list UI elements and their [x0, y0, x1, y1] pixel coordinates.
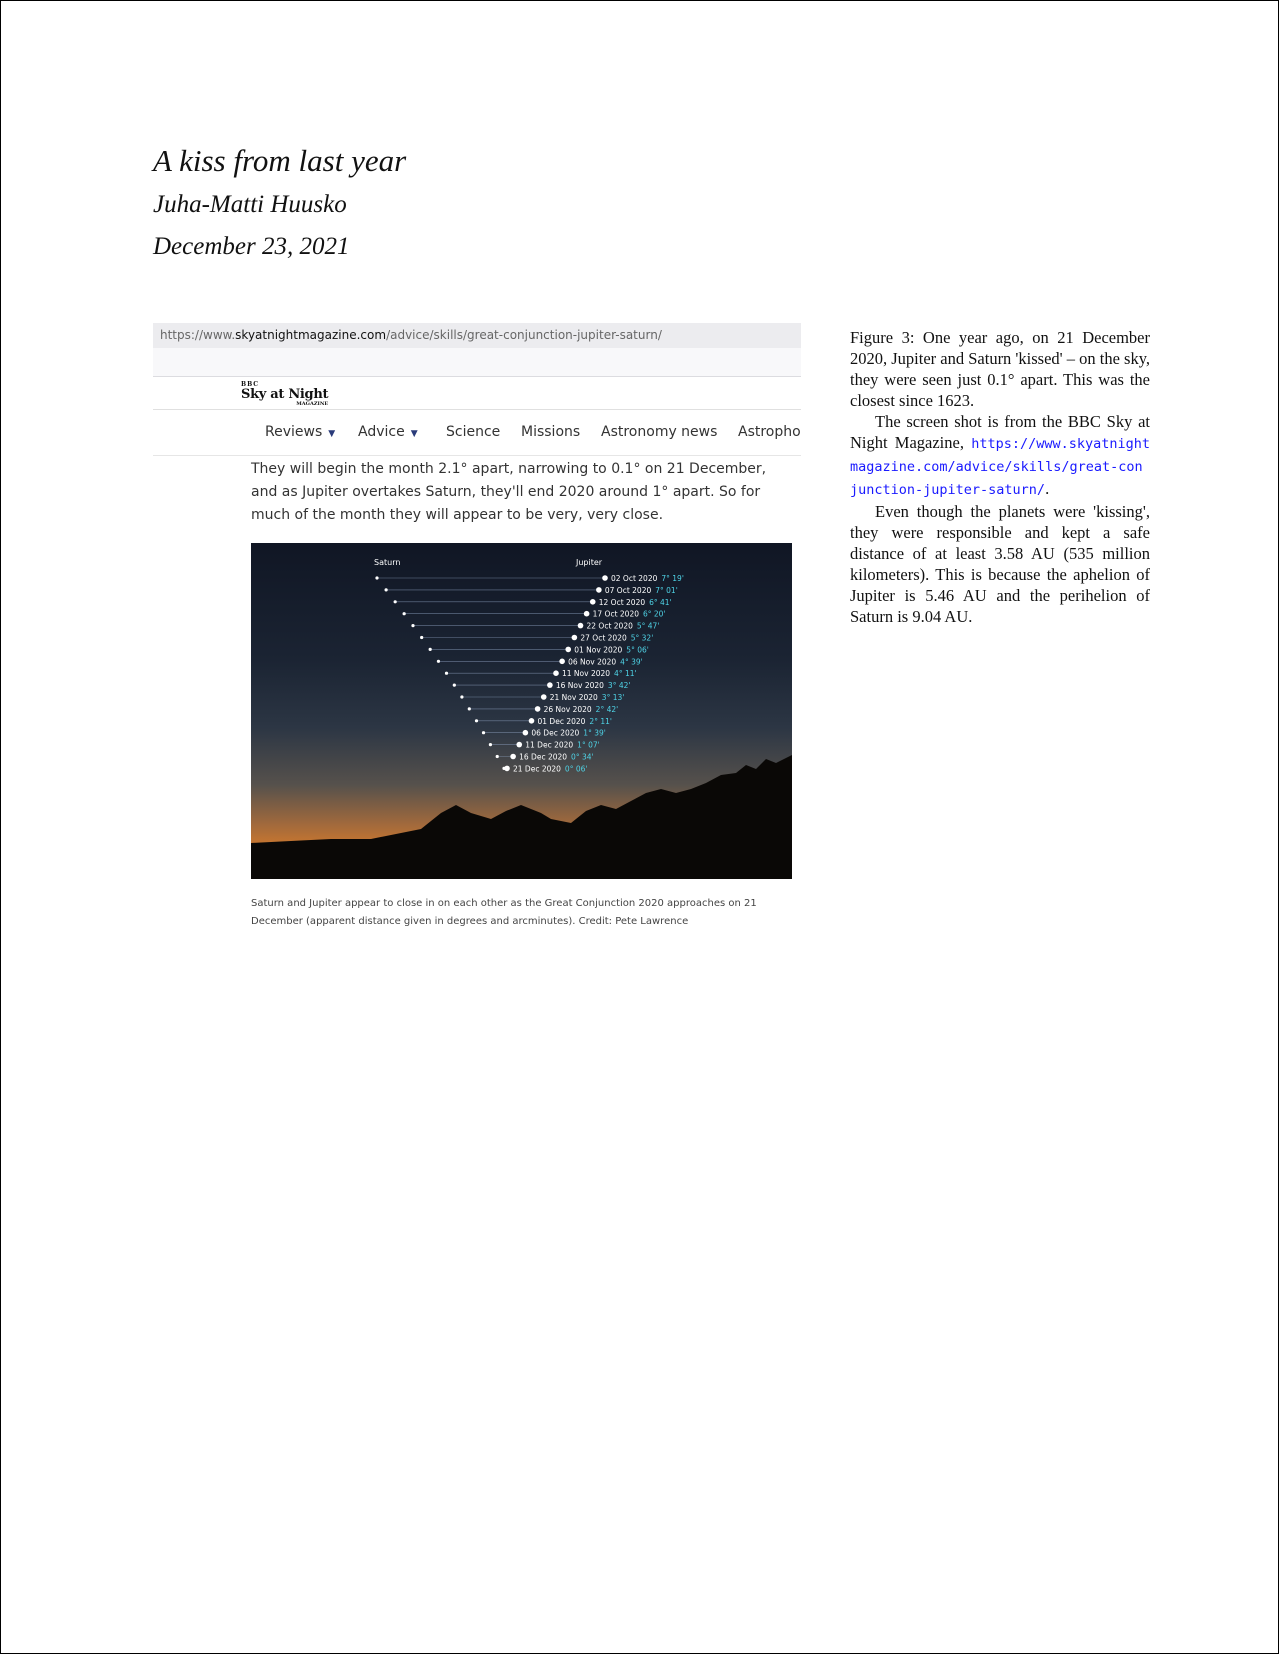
nav-item-label: Astronomy news	[601, 424, 718, 440]
saturn-point	[385, 588, 388, 591]
nav-item-label: Astropho	[738, 424, 801, 440]
entry-separation: 6° 41'	[649, 597, 672, 607]
label-saturn: Saturn	[374, 558, 401, 567]
entry-date: 12 Oct 2020	[598, 597, 646, 607]
jupiter-point	[504, 766, 510, 772]
nav-item-astronomy-news[interactable]	[601, 424, 717, 440]
saturn-point	[437, 660, 440, 663]
entry-label	[544, 705, 619, 714]
entry-separation: 7° 01'	[655, 585, 678, 595]
entry-separation: 1° 39'	[583, 728, 606, 738]
browser-toolbar	[153, 348, 801, 377]
jupiter-point	[596, 587, 602, 593]
logo-bbc: BBC	[241, 381, 260, 388]
entry-date: 02 Oct 2020	[611, 574, 658, 583]
saturn-point	[496, 755, 499, 758]
entry-date: 11 Dec 2020	[525, 740, 574, 750]
saturn-point	[411, 624, 414, 627]
entry-separation: 0° 06'	[564, 764, 588, 774]
entry-date: 11 Nov 2020	[562, 669, 611, 679]
logo-name: Sky at Night	[241, 387, 329, 402]
website-screenshot	[153, 323, 801, 933]
saturn-point	[394, 600, 397, 603]
site-nav	[153, 410, 801, 456]
entry-label	[587, 622, 660, 631]
saturn-point	[468, 707, 471, 710]
figure-caption: Figure 3: One year ago, on 21 December 2020, Jupiter and Saturn 'kissed' – on the sky, they were seen just 0.1° apart. This was the closest since 1623.	[850, 328, 1151, 410]
image-caption: Saturn and Jupiter appear to close in on each other as the Great Conjunction 2020 approaches on 21 December (apparent distance given in degrees and arcminutes). Credit: Pete Lawrence	[251, 898, 757, 927]
jupiter-point	[523, 730, 529, 736]
nav-item-reviews[interactable]	[265, 424, 335, 440]
entry-label	[593, 610, 666, 619]
entry-separation: 0° 34'	[571, 752, 594, 762]
entry-label	[519, 753, 593, 762]
entry-label	[550, 693, 625, 702]
jupiter-point	[541, 694, 547, 700]
url-domain: skyatnightmagazine.com	[235, 328, 387, 342]
entry-label	[538, 717, 612, 726]
jupiter-point	[565, 647, 571, 653]
jupiter-point	[535, 706, 541, 712]
site-header	[153, 377, 801, 410]
treeline-silhouette	[251, 752, 792, 879]
site-logo	[241, 381, 328, 407]
entry-separation: 6° 20'	[643, 609, 666, 619]
entry-separation: 1° 07'	[577, 740, 600, 750]
entry-label	[574, 645, 649, 654]
entry-separation: 4° 11'	[614, 669, 637, 679]
jupiter-point	[529, 718, 535, 724]
entry-label	[568, 657, 643, 666]
entry-separation: 5° 06'	[626, 645, 649, 655]
saturn-point	[429, 648, 432, 651]
entry-date: 01 Dec 2020	[537, 716, 586, 726]
jupiter-point	[572, 635, 578, 641]
jupiter-point	[602, 575, 608, 581]
source-link[interactable]: https://www.skyatnightmagazine.com/advice/skills/great-conjunction-jupiter-saturn/	[850, 436, 1151, 498]
entry-separation: 7° 19'	[661, 574, 684, 583]
entry-label	[611, 574, 684, 583]
nav-item-label: Advice	[358, 424, 405, 440]
jupiter-point	[578, 623, 584, 629]
article-paragraph: They will begin the month 2.1° apart, narrowing to 0.1° on 21 December, and as Jupiter overtakes Saturn, they'll end 2020 around 1° apart. So for much of the month they will appear to be very, very close.	[251, 461, 767, 523]
entry-date: 06 Dec 2020	[531, 728, 580, 738]
conjunction-image	[251, 543, 792, 879]
entry-label	[562, 669, 637, 678]
saturn-point	[453, 684, 456, 687]
source-period: .	[1045, 479, 1050, 498]
title-block	[153, 141, 406, 267]
entry-date: 16 Nov 2020	[555, 681, 604, 691]
nav-item-label: Reviews	[265, 424, 323, 440]
entry-date: 06 Nov 2020	[568, 657, 617, 667]
entry-separation: 2° 11'	[589, 716, 612, 726]
conjunction-illustration	[251, 543, 792, 879]
entry-date: 17 Oct 2020	[592, 609, 639, 619]
document-title: A kiss from last year	[153, 143, 407, 178]
document-author: Juha-Matti Huusko	[153, 191, 347, 218]
side-notes	[850, 327, 1150, 627]
nav-item-label: Science	[446, 424, 501, 440]
saturn-point	[460, 695, 463, 698]
entry-label	[513, 764, 587, 773]
chevron-down-icon: ▼	[328, 429, 336, 439]
saturn-point	[420, 636, 423, 639]
entry-label	[599, 598, 672, 607]
distance-paragraph: Even though the planets were 'kissing', they were responsible and kept a safe distance of at least 3.58 AU (535 million kilometers). This is because the aphelion of Jupiter is 5.46 AU and the perihelion of Saturn is 9.04 AU.	[850, 502, 1150, 626]
entry-label	[580, 634, 653, 643]
entry-date: 27 Oct 2020	[580, 633, 627, 643]
entry-separation: 3° 42'	[607, 681, 631, 691]
entry-separation: 4° 39'	[620, 657, 643, 667]
chevron-down-icon: ▼	[410, 429, 418, 439]
nav-item-missions[interactable]	[521, 424, 580, 440]
entry-separation: 5° 47'	[636, 621, 660, 631]
jupiter-point	[547, 682, 553, 688]
nav-item-label: Missions	[521, 424, 581, 440]
jupiter-point	[584, 611, 590, 617]
jupiter-point	[553, 670, 559, 676]
saturn-point	[489, 743, 492, 746]
saturn-point	[375, 576, 378, 579]
entry-date: 16 Dec 2020	[519, 752, 568, 762]
logo-magazine: MAGAZINE	[296, 401, 329, 407]
document-date: December 23, 2021	[153, 233, 350, 260]
jupiter-point	[510, 754, 516, 760]
address-url	[160, 328, 662, 342]
saturn-point	[403, 612, 406, 615]
address-bar	[153, 323, 801, 348]
entry-label	[525, 741, 599, 750]
saturn-point	[445, 672, 448, 675]
entry-separation: 3° 13'	[601, 693, 625, 702]
entry-date: 21 Nov 2020	[549, 693, 598, 702]
entry-date: 22 Oct 2020	[586, 621, 633, 631]
saturn-point	[475, 719, 478, 722]
entry-date: 26 Nov 2020	[543, 704, 592, 714]
nav-item-astropho[interactable]	[738, 424, 801, 440]
jupiter-point	[590, 599, 596, 605]
entry-date: 07 Oct 2020	[604, 585, 652, 595]
source-paragraph	[850, 411, 1150, 501]
entry-separation: 5° 32'	[630, 633, 654, 643]
nav-item-science[interactable]	[446, 424, 500, 440]
saturn-point	[482, 731, 485, 734]
nav-item-advice[interactable]	[358, 424, 418, 440]
jupiter-point	[559, 659, 565, 665]
entry-label	[556, 681, 631, 690]
label-jupiter: Jupiter	[576, 558, 603, 567]
source-text: The screen shot is from the BBC Sky at Night Magazine,	[850, 412, 1150, 452]
url-prefix: https://www.	[160, 328, 236, 342]
entry-date: 01 Nov 2020	[574, 645, 623, 655]
entry-separation: 2° 42'	[595, 704, 619, 714]
entry-label	[605, 586, 678, 595]
url-path: /advice/skills/great-conjunction-jupiter-saturn/	[386, 328, 662, 342]
entry-date: 21 Dec 2020	[513, 764, 561, 774]
jupiter-point	[516, 742, 522, 748]
entry-label	[531, 729, 605, 738]
